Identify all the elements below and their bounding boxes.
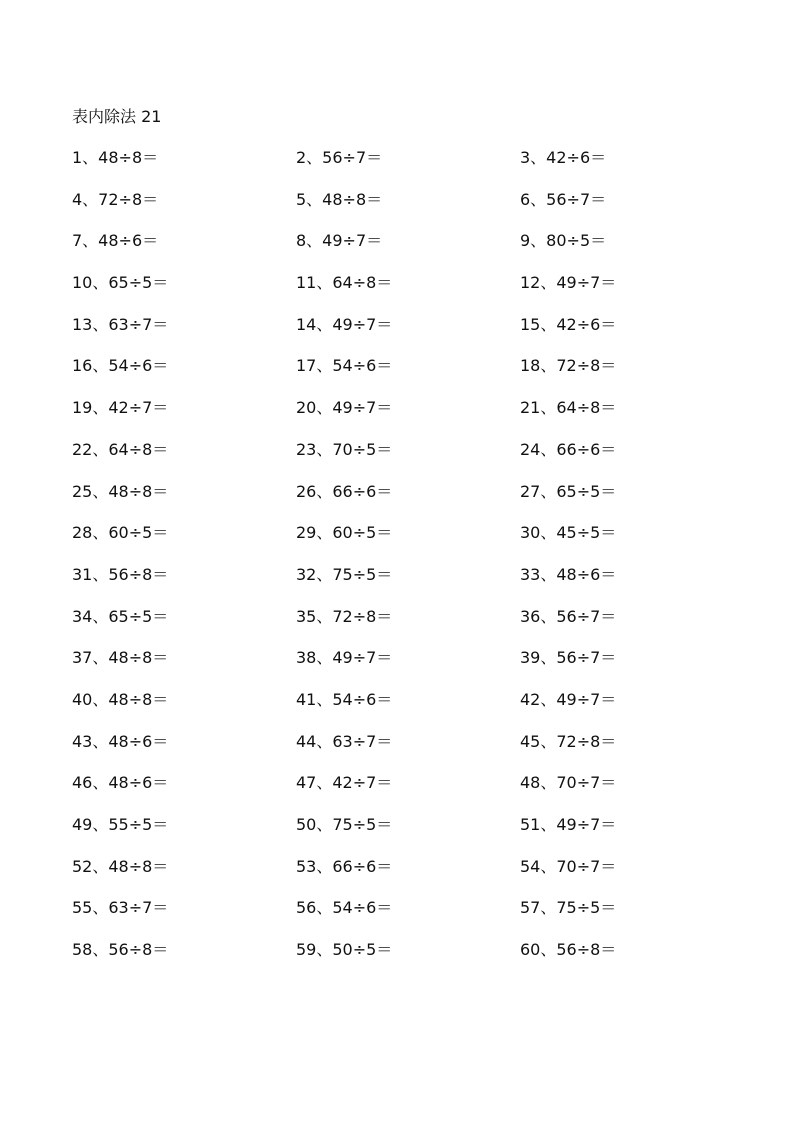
problem-52: 52、48÷8＝ — [72, 856, 169, 876]
problem-55: 55、63÷7＝ — [72, 898, 169, 918]
worksheet-title: 表内除法 21 — [72, 107, 162, 126]
problem-38: 38、49÷7＝ — [296, 648, 393, 668]
problem-18: 18、72÷8＝ — [520, 356, 617, 376]
problem-grid — [72, 146, 752, 980]
problem-43: 43、48÷6＝ — [72, 731, 169, 751]
problem-15: 15、42÷6＝ — [520, 314, 617, 334]
problem-47: 47、42÷7＝ — [296, 773, 393, 793]
problem-45: 45、72÷8＝ — [520, 731, 617, 751]
problem-50: 50、75÷5＝ — [296, 815, 393, 834]
problem-22: 22、64÷8＝ — [72, 439, 169, 459]
problem-10: 10、65÷5＝ — [72, 273, 169, 293]
problem-49: 49、55÷5＝ — [72, 815, 169, 834]
problem-12: 12、49÷7＝ — [520, 273, 617, 293]
problem-2: 2、56÷7＝ — [296, 148, 383, 167]
problem-59: 59、50÷5＝ — [296, 940, 393, 960]
problem-6: 6、56÷7＝ — [520, 189, 607, 209]
problem-13: 13、63÷7＝ — [72, 314, 169, 334]
problem-36: 36、56÷7＝ — [520, 606, 617, 626]
problem-4: 4、72÷8＝ — [72, 189, 159, 209]
problem-58: 58、56÷8＝ — [72, 940, 169, 960]
problem-41: 41、54÷6＝ — [296, 689, 393, 709]
problem-24: 24、66÷6＝ — [520, 439, 617, 459]
problem-21: 21、64÷8＝ — [520, 398, 617, 418]
problem-8: 8、49÷7＝ — [296, 231, 383, 251]
problem-25: 25、48÷8＝ — [72, 481, 169, 501]
problem-23: 23、70÷5＝ — [296, 439, 393, 459]
problem-14: 14、49÷7＝ — [296, 314, 393, 334]
problem-1: 1、48÷8＝ — [72, 148, 159, 167]
problem-40: 40、48÷8＝ — [72, 689, 169, 709]
problem-19: 19、42÷7＝ — [72, 398, 169, 418]
problem-9: 9、80÷5＝ — [520, 231, 607, 251]
problem-48: 48、70÷7＝ — [520, 773, 617, 793]
problem-33: 33、48÷6＝ — [520, 564, 617, 584]
problem-5: 5、48÷8＝ — [296, 189, 383, 209]
problem-17: 17、54÷6＝ — [296, 356, 393, 376]
problem-35: 35、72÷8＝ — [296, 606, 393, 626]
problem-11: 11、64÷8＝ — [296, 273, 393, 293]
problem-27: 27、65÷5＝ — [520, 481, 617, 501]
problem-54: 54、70÷7＝ — [520, 856, 617, 876]
problem-26: 26、66÷6＝ — [296, 481, 393, 501]
problem-30: 30、45÷5＝ — [520, 523, 617, 543]
problem-44: 44、63÷7＝ — [296, 731, 393, 751]
problem-60: 60、56÷8＝ — [520, 940, 617, 960]
problem-46: 46、48÷6＝ — [72, 773, 169, 793]
problem-34: 34、65÷5＝ — [72, 606, 169, 626]
problem-37: 37、48÷8＝ — [72, 648, 169, 668]
problem-16: 16、54÷6＝ — [72, 356, 169, 376]
problem-53: 53、66÷6＝ — [296, 856, 393, 876]
problem-39: 39、56÷7＝ — [520, 648, 617, 668]
problem-51: 51、49÷7＝ — [520, 815, 617, 834]
problem-32: 32、75÷5＝ — [296, 564, 393, 584]
problem-31: 31、56÷8＝ — [72, 564, 169, 584]
problem-42: 42、49÷7＝ — [520, 689, 617, 709]
problem-7: 7、48÷6＝ — [72, 231, 159, 251]
problem-28: 28、60÷5＝ — [72, 523, 169, 543]
problem-56: 56、54÷6＝ — [296, 898, 393, 918]
problem-20: 20、49÷7＝ — [296, 398, 393, 418]
problem-57: 57、75÷5＝ — [520, 898, 617, 918]
problem-3: 3、42÷6＝ — [520, 148, 607, 167]
problem-29: 29、60÷5＝ — [296, 523, 393, 543]
